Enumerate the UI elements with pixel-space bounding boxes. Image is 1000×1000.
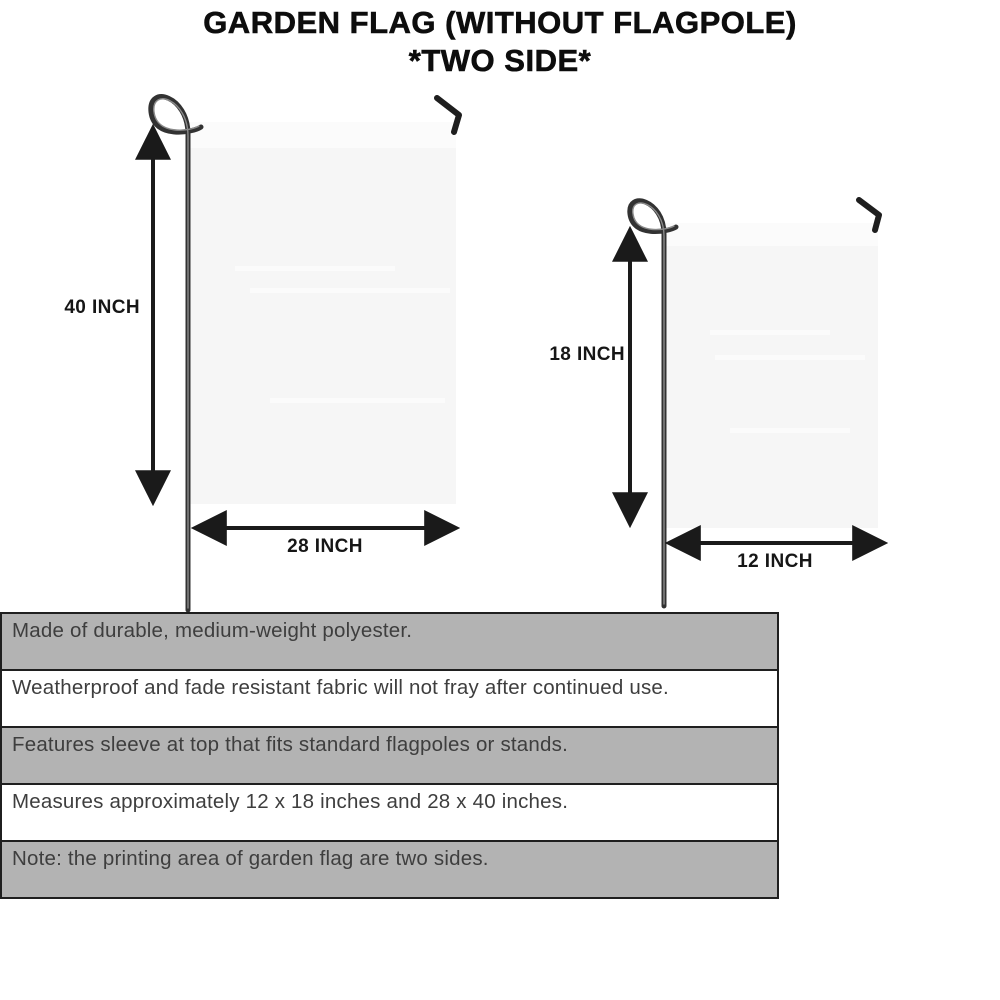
flag-wrinkle: [235, 266, 395, 271]
features-table: [0, 612, 779, 899]
small-flag-width-label: 12 INCH: [737, 551, 813, 572]
small-flag-height-label: 18 INCH: [549, 344, 625, 365]
title-line-1: GARDEN FLAG (WITHOUT FLAGPOLE): [203, 5, 797, 40]
large-flag-sleeve: [190, 122, 456, 148]
feature-row-weatherproof: [2, 669, 777, 726]
feature-text: Made of durable, medium-weight polyester.: [12, 619, 413, 642]
feature-row-measurements: [2, 783, 777, 840]
large-flag-canvas: [190, 122, 456, 504]
large-flag-group: [151, 97, 459, 610]
large-flag-height-label: 40 INCH: [64, 297, 140, 318]
small-flag-group: [630, 200, 881, 606]
large-flag-width-label: 28 INCH: [287, 536, 363, 557]
flag-wrinkle: [715, 355, 865, 360]
feature-row-sleeve: [2, 726, 777, 783]
title-line-2: *TWO SIDE*: [408, 43, 592, 78]
flag-wrinkle: [270, 398, 445, 403]
small-flag-sleeve: [666, 223, 878, 246]
feature-row-note: [2, 840, 777, 897]
flag-wrinkle: [710, 330, 830, 335]
flag-wrinkle: [730, 428, 850, 433]
feature-row-material: [2, 614, 777, 669]
feature-text: Weatherproof and fade resistant fabric will not fray after continued use.: [12, 676, 669, 699]
feature-text: Note: the printing area of garden flag are two sides.: [12, 847, 489, 870]
flag-wrinkle: [250, 288, 450, 293]
small-flag-canvas: [666, 223, 878, 528]
feature-text: Measures approximately 12 x 18 inches and 28 x 40 inches.: [12, 790, 569, 813]
feature-text: Features sleeve at top that fits standard flagpoles or stands.: [12, 733, 568, 756]
